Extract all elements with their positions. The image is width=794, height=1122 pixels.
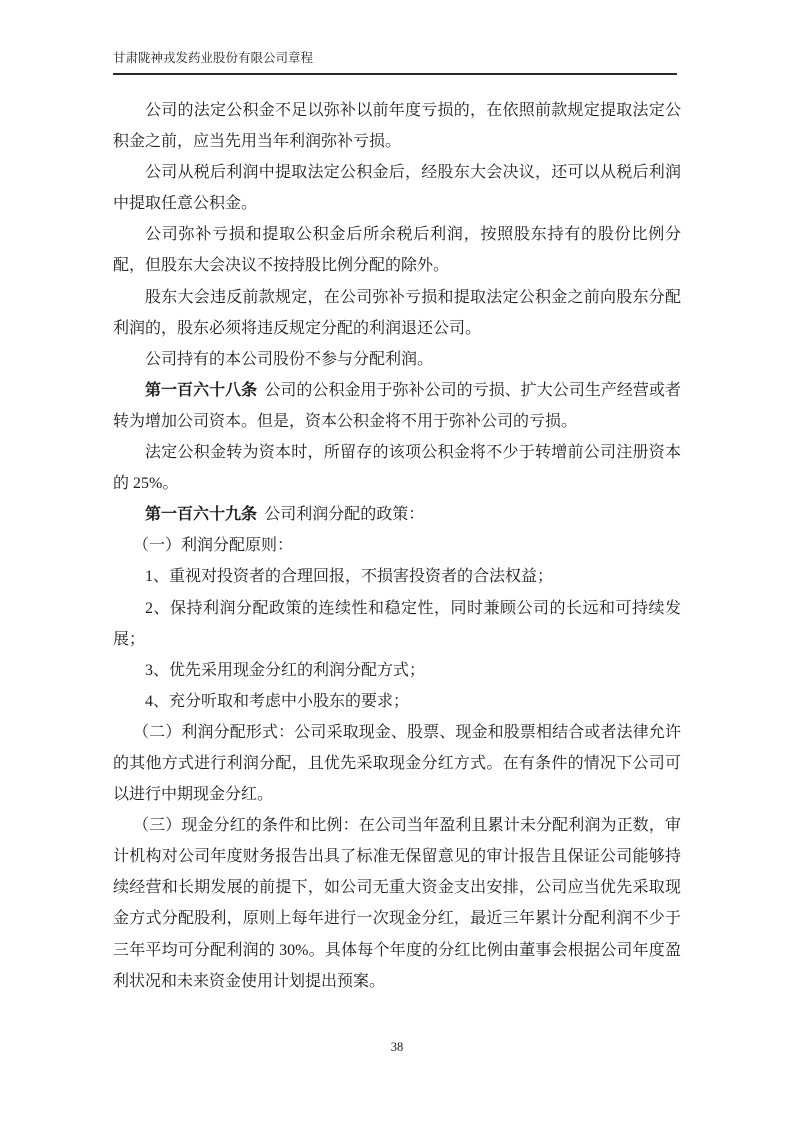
paragraph <box>113 219 681 281</box>
paragraph <box>113 375 681 437</box>
page-header <box>113 52 677 75</box>
paragraph-text: 公司从税后利润中提取法定公积金后，经股东大会决议，还可以从税后利润中提取任意公积金。 <box>113 164 681 213</box>
paragraph-text: 公司的公积金用于弥补公司的亏损、扩大公司生产经营或者转为增加公司资本。但是，资本公积金将不用于弥补公司的亏损。 <box>113 381 681 430</box>
paragraph <box>113 282 681 344</box>
paragraph-text: （三）现金分红的条件和比例：在公司当年盈利且累计未分配利润为正数，审计机构对公司年度财务报告出具了标准无保留意见的审计报告且保证公司能够持续经营和长期发展的前提下，如公司无重大资金支出安排，公司应当优先采取现金方式分配股利，原则上每年进行一次现金分红，最近三年累计分配利润不少于三年平均可分配利润的 30%。具体每个年度的分红比例由董事会根据公司年度盈利状况和未来资金使用计划提出预案。 <box>113 817 681 990</box>
paragraph-text: 公司弥补亏损和提取公积金后所余税后利润，按照股东持有的股份比例分配，但股东大会决议不按持股比例分配的除外。 <box>113 226 681 275</box>
paragraph <box>113 499 681 530</box>
header-title: 甘肃陇神戎发药业股份有限公司章程 <box>113 51 314 65</box>
paragraph-text: 股东大会违反前款规定，在公司弥补亏损和提取法定公积金之前向股东分配利润的，股东必须将违反规定分配的利润退还公司。 <box>113 288 681 337</box>
paragraph-text: 1、重视对投资者的合理回报，不损害投资者的合法权益； <box>145 568 554 586</box>
paragraph <box>113 686 681 717</box>
paragraph-text: 3、优先采用现金分红的利润分配方式； <box>145 661 426 679</box>
paragraph-text: （一）利润分配原则： <box>133 537 294 555</box>
paragraph-text: （二）利润分配形式：公司采取现金、股票、现金和股票相结合或者法律允许的其他方式进行利润分配，且优先采取现金分红方式。在有条件的情况下公司可以进行中期现金分红。 <box>113 723 681 804</box>
paragraph-text: 公司利润分配的政策： <box>264 506 425 524</box>
paragraph <box>113 95 681 157</box>
paragraph-text: 法定公积金转为资本时，所留存的该项公积金将不少于转增前公司注册资本的 25%。 <box>113 444 681 493</box>
paragraph-text: 4、充分听取和考虑中小股东的要求； <box>145 692 410 710</box>
paragraph <box>113 717 681 810</box>
paragraph <box>113 530 681 561</box>
paragraph-text: 2、保持利润分配政策的连续性和稳定性，同时兼顾公司的长远和可持续发展； <box>113 599 681 648</box>
paragraph <box>113 437 681 499</box>
paragraph <box>113 810 681 997</box>
paragraph <box>113 593 681 655</box>
paragraph <box>113 655 681 686</box>
paragraph <box>113 157 681 219</box>
article-number: 第一百六十九条 <box>145 506 258 524</box>
document-body <box>113 95 681 997</box>
page-footer <box>0 1040 794 1055</box>
page-number: 38 <box>390 1040 404 1054</box>
paragraph-text: 公司的法定公积金不足以弥补以前年度亏损的，在依照前款规定提取法定公积金之前，应当先用当年利润弥补亏损。 <box>113 102 681 151</box>
paragraph <box>113 561 681 592</box>
paragraph <box>113 344 681 375</box>
article-number: 第一百六十八条 <box>145 381 258 399</box>
paragraph-text: 公司持有的本公司股份不参与分配利润。 <box>145 350 434 368</box>
